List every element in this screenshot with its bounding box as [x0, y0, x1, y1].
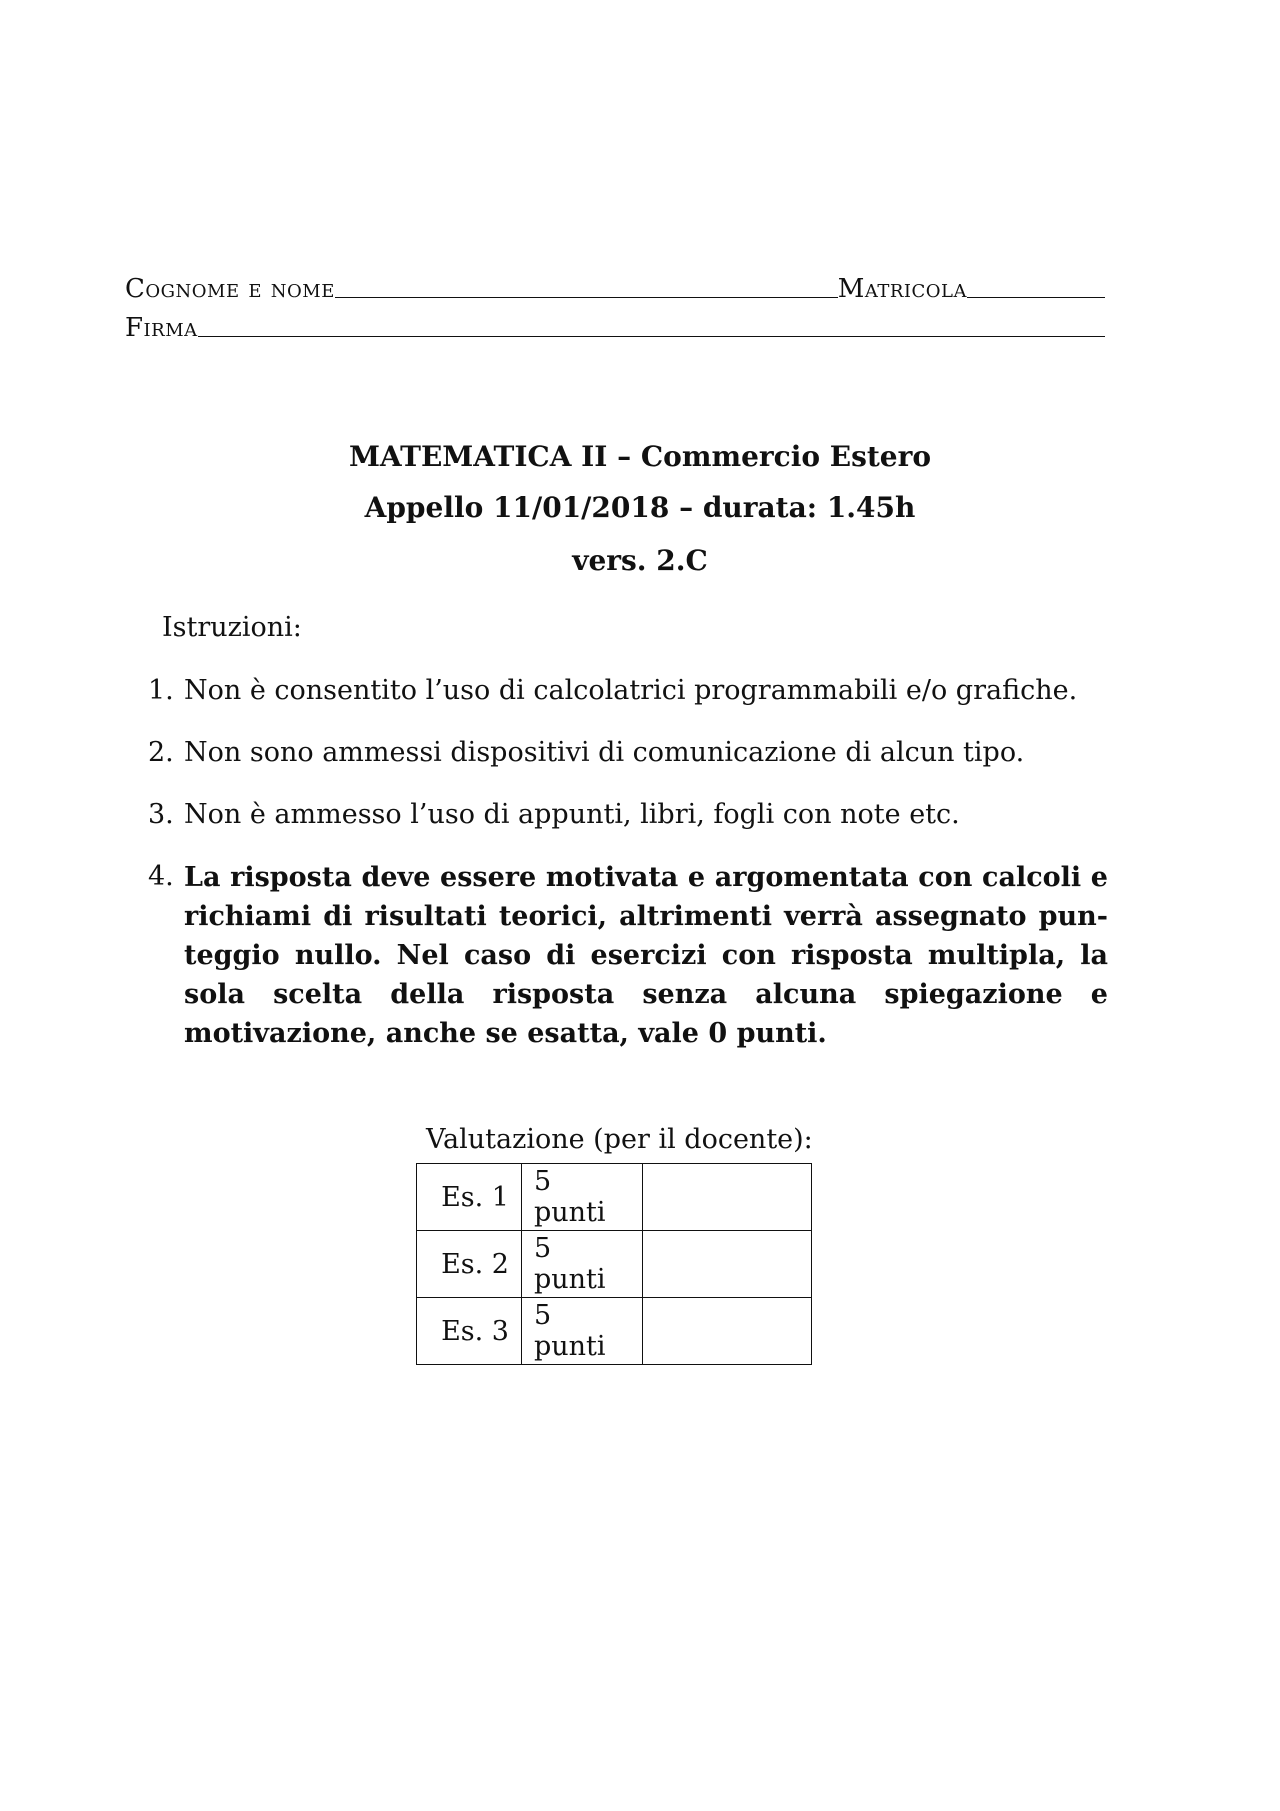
item-text: Non è ammesso l’uso di appunti, libri, fogli con note etc.	[184, 799, 960, 830]
exercise-cell: Es. 1	[417, 1164, 522, 1231]
exercise-cell: Es. 2	[417, 1231, 522, 1298]
points-cell: 5 punti	[522, 1231, 643, 1298]
exam-date-duration: Appello 11/01/2018 – durata: 1.45h	[364, 491, 916, 524]
score-cell[interactable]	[643, 1231, 812, 1298]
instructions-label: Istruzioni:	[162, 612, 302, 643]
table-row	[417, 1231, 812, 1298]
firma-label: Firma	[125, 313, 198, 343]
firma-blank-line	[198, 336, 1105, 337]
table-row	[417, 1298, 812, 1365]
item-number: 1.	[148, 675, 174, 706]
instructions-list	[148, 672, 1108, 1077]
points-cell: 5 punti	[522, 1298, 643, 1365]
list-item	[148, 734, 1108, 772]
item-number: 4.	[148, 861, 174, 892]
matricola-blank-line	[967, 297, 1105, 298]
points-cell: 5 punti	[522, 1164, 643, 1231]
evaluation-table	[416, 1163, 812, 1365]
firma-row	[125, 307, 1105, 343]
name-label: Cognome e nome	[125, 274, 335, 304]
name-row	[125, 268, 1105, 304]
name-blank-line	[335, 297, 838, 298]
score-cell[interactable]	[643, 1164, 812, 1231]
list-item	[148, 858, 1108, 1053]
item-text: La risposta deve essere motivata e argomentata con calcoli e richiami di risultati teorici, altrimenti verrà assegnato punteggio nullo. Nel caso di esercizi con risposta multipla, la sola scelta della risposta senza alcuna spiegazione e motivazione, anche se esatta, vale 0 punti.	[184, 862, 1108, 1049]
matricola-label: Matricola	[837, 274, 967, 304]
exercise-cell: Es. 3	[417, 1298, 522, 1365]
list-item	[148, 672, 1108, 710]
item-number: 2.	[148, 737, 174, 768]
score-cell[interactable]	[643, 1298, 812, 1365]
item-text: Non è consentito l’uso di calcolatrici programmabili e/o grafiche.	[184, 675, 1078, 706]
list-item	[148, 796, 1108, 834]
evaluation-label: Valutazione (per il docente):	[426, 1124, 813, 1155]
exam-version: vers. 2.C	[572, 544, 708, 577]
table-row	[417, 1164, 812, 1231]
item-text: Non sono ammessi dispositivi di comunicazione di alcun tipo.	[184, 737, 1025, 768]
exam-title: MATEMATICA II – Commercio Estero	[348, 440, 932, 473]
item-number: 3.	[148, 799, 174, 830]
